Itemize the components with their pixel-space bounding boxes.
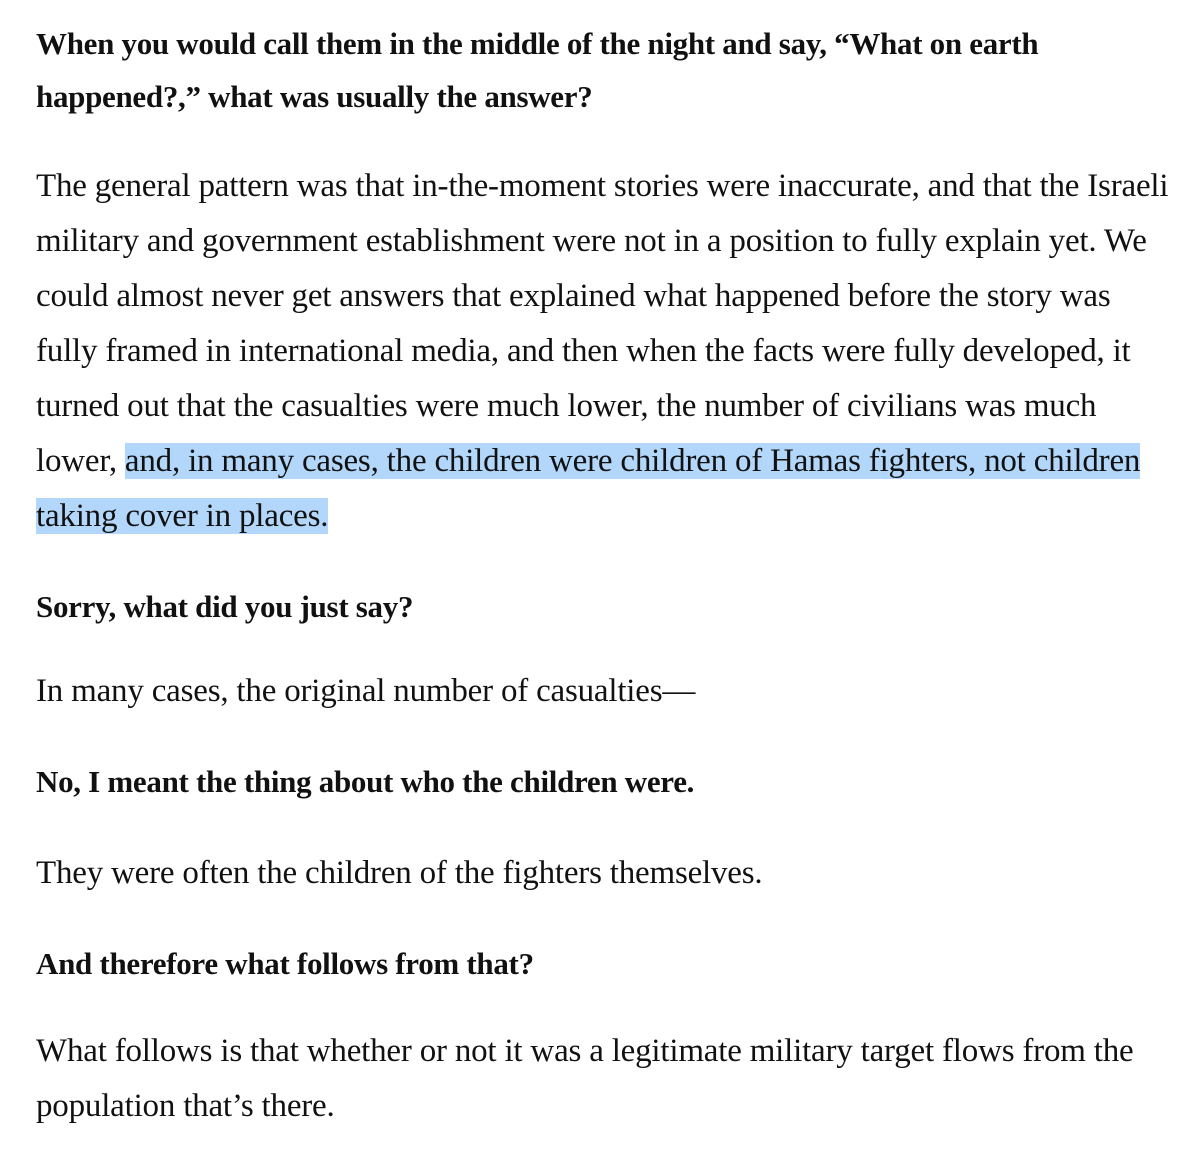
interview-question-2: Sorry, what did you just say?: [36, 589, 414, 624]
interview-question-3: No, I meant the thing about who the children were.: [36, 764, 695, 799]
selected-text-highlight[interactable]: and, in many cases, the children were children of Hamas fighters, not children taking cover in places.: [36, 443, 1141, 534]
interview-question-4: And therefore what follows from that?: [36, 946, 534, 981]
interview-answer-4: What follows is that whether or not it was a legitimate military target flows from the population that’s there.: [36, 1033, 1134, 1124]
interview-answer-1: [36, 159, 1171, 544]
interview-answer-3: They were often the children of the fighters themselves.: [36, 855, 763, 891]
interview-question-1: When you would call them in the middle of the night and say, “What on earth happened?,” what was usually the answer?: [36, 26, 1039, 114]
answer-1-text: The general pattern was that in-the-moment stories were inaccurate, and that the Israeli military and government establishment were not in a position to fully explain yet. We could almost never get answers that explained what happened before the story was fully framed in international media, and then when the facts were fully developed, it turned out that the casualties were much lower, the number of civilians was much lower,: [36, 168, 1169, 479]
interview-answer-2: In many cases, the original number of casualties—: [36, 673, 696, 709]
